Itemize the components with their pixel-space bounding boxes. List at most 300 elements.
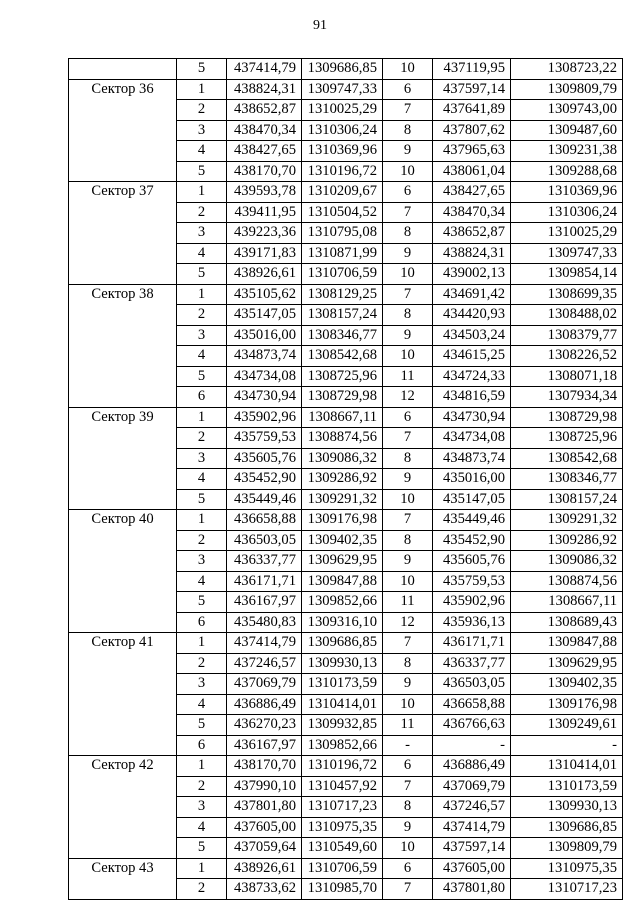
x-coordinate: 435759,53 [227, 428, 302, 449]
sector-cell [69, 797, 177, 818]
point-number: 7 [383, 284, 433, 305]
point-number: 5 [177, 715, 227, 736]
x-coordinate: 434730,94 [433, 407, 511, 428]
y-coordinate: 1310706,59 [302, 264, 383, 285]
sector-cell [69, 879, 177, 900]
y-coordinate: 1308346,77 [511, 469, 623, 490]
y-coordinate: 1308725,96 [511, 428, 623, 449]
sector-cell [69, 223, 177, 244]
sector-cell [69, 141, 177, 162]
x-coordinate: 437059,64 [227, 838, 302, 859]
point-number: 4 [177, 571, 227, 592]
sector-cell [69, 264, 177, 285]
table-row [69, 571, 623, 592]
y-coordinate: 1310706,59 [302, 858, 383, 879]
x-coordinate: 438733,62 [227, 879, 302, 900]
sector-cell [69, 305, 177, 326]
coordinates-table-body [69, 59, 623, 900]
y-coordinate: 1310717,23 [511, 879, 623, 900]
y-coordinate: 1309402,35 [302, 530, 383, 551]
x-coordinate: 434724,33 [433, 366, 511, 387]
table-row [69, 366, 623, 387]
sector-cell [69, 161, 177, 182]
x-coordinate: 436503,05 [227, 530, 302, 551]
point-number: 6 [177, 735, 227, 756]
table-row [69, 387, 623, 408]
table-row [69, 858, 623, 879]
table-row [69, 510, 623, 531]
y-coordinate: 1309686,85 [302, 59, 383, 80]
y-coordinate: 1309176,98 [511, 694, 623, 715]
coordinates-table [68, 58, 623, 900]
point-number: 2 [177, 202, 227, 223]
x-coordinate: 439593,78 [227, 182, 302, 203]
y-coordinate: 1309286,92 [511, 530, 623, 551]
table-row [69, 694, 623, 715]
point-number: 10 [383, 264, 433, 285]
sector-cell: Сектор 39 [69, 407, 177, 428]
table-row [69, 59, 623, 80]
sector-cell [69, 448, 177, 469]
point-number: 2 [177, 305, 227, 326]
sector-cell [69, 551, 177, 572]
table-row [69, 346, 623, 367]
y-coordinate: 1309852,66 [302, 735, 383, 756]
sector-cell [69, 346, 177, 367]
y-coordinate: 1309487,60 [511, 120, 623, 141]
point-number: 7 [383, 510, 433, 531]
point-number: 7 [383, 633, 433, 654]
table-row [69, 161, 623, 182]
point-number: 8 [383, 653, 433, 674]
x-coordinate: 435147,05 [227, 305, 302, 326]
table-row [69, 735, 623, 756]
x-coordinate: 438061,04 [433, 161, 511, 182]
point-number: 11 [383, 715, 433, 736]
x-coordinate: 437807,62 [433, 120, 511, 141]
table-row [69, 100, 623, 121]
point-number: 9 [383, 469, 433, 490]
point-number: 1 [177, 79, 227, 100]
point-number: 5 [177, 592, 227, 613]
y-coordinate: 1309930,13 [302, 653, 383, 674]
point-number: 10 [383, 161, 433, 182]
sector-cell [69, 817, 177, 838]
table-row [69, 448, 623, 469]
y-coordinate: 1309249,61 [511, 715, 623, 736]
x-coordinate: 434420,93 [433, 305, 511, 326]
sector-cell [69, 243, 177, 264]
x-coordinate: 435016,00 [227, 325, 302, 346]
x-coordinate: 436886,49 [227, 694, 302, 715]
sector-cell [69, 59, 177, 80]
point-number: 3 [177, 551, 227, 572]
point-number: 1 [177, 756, 227, 777]
y-coordinate: 1309932,85 [302, 715, 383, 736]
y-coordinate: 1308157,24 [511, 489, 623, 510]
y-coordinate: 1309286,92 [302, 469, 383, 490]
sector-cell [69, 838, 177, 859]
y-coordinate: 1310173,59 [511, 776, 623, 797]
sector-cell [69, 202, 177, 223]
sector-cell [69, 469, 177, 490]
x-coordinate: 436658,88 [227, 510, 302, 531]
x-coordinate: 437965,63 [433, 141, 511, 162]
y-coordinate: 1310975,35 [511, 858, 623, 879]
point-number: 12 [383, 612, 433, 633]
point-number: 5 [177, 489, 227, 510]
table-row [69, 756, 623, 777]
table-row [69, 325, 623, 346]
y-coordinate: 1310795,08 [302, 223, 383, 244]
table-row [69, 879, 623, 900]
point-number: 7 [383, 879, 433, 900]
x-coordinate: 438170,70 [227, 756, 302, 777]
sector-cell [69, 653, 177, 674]
y-coordinate: 1308689,43 [511, 612, 623, 633]
x-coordinate: 436658,88 [433, 694, 511, 715]
x-coordinate: 434691,42 [433, 284, 511, 305]
table-row [69, 797, 623, 818]
point-number: 9 [383, 243, 433, 264]
y-coordinate: 1310173,59 [302, 674, 383, 695]
x-coordinate: 434873,74 [227, 346, 302, 367]
table-row [69, 653, 623, 674]
table-row [69, 776, 623, 797]
sector-cell [69, 735, 177, 756]
x-coordinate: 438170,70 [227, 161, 302, 182]
y-coordinate: 1308729,98 [302, 387, 383, 408]
point-number: 1 [177, 284, 227, 305]
point-number: 6 [383, 756, 433, 777]
table-row [69, 551, 623, 572]
x-coordinate: 436171,71 [227, 571, 302, 592]
x-coordinate: 437414,79 [227, 633, 302, 654]
point-number: 2 [177, 653, 227, 674]
x-coordinate: 438470,34 [227, 120, 302, 141]
y-coordinate: 1310457,92 [302, 776, 383, 797]
y-coordinate: 1309847,88 [511, 633, 623, 654]
x-coordinate: 434503,24 [433, 325, 511, 346]
point-number: 5 [177, 264, 227, 285]
y-coordinate: 1310209,67 [302, 182, 383, 203]
y-coordinate: 1309231,38 [511, 141, 623, 162]
x-coordinate: 435452,90 [227, 469, 302, 490]
y-coordinate: 1310414,01 [302, 694, 383, 715]
table-row [69, 530, 623, 551]
point-number: 4 [177, 817, 227, 838]
point-number: 7 [383, 202, 433, 223]
y-coordinate: 1309629,95 [511, 653, 623, 674]
x-coordinate: - [433, 735, 511, 756]
y-coordinate: 1310985,70 [302, 879, 383, 900]
y-coordinate: 1309086,32 [511, 551, 623, 572]
y-coordinate: 1310975,35 [302, 817, 383, 838]
y-coordinate: 1309686,85 [511, 817, 623, 838]
point-number: 5 [177, 366, 227, 387]
point-number: 8 [383, 223, 433, 244]
x-coordinate: 438427,65 [433, 182, 511, 203]
y-coordinate: 1310369,96 [511, 182, 623, 203]
point-number: 8 [383, 530, 433, 551]
y-coordinate: 1310717,23 [302, 797, 383, 818]
x-coordinate: 436167,97 [227, 592, 302, 613]
sector-cell: Сектор 42 [69, 756, 177, 777]
y-coordinate: 1309086,32 [302, 448, 383, 469]
point-number: 5 [177, 838, 227, 859]
x-coordinate: 435449,46 [433, 510, 511, 531]
point-number: 2 [177, 428, 227, 449]
table-row [69, 715, 623, 736]
x-coordinate: 435936,13 [433, 612, 511, 633]
point-number: 1 [177, 858, 227, 879]
point-number: 9 [383, 817, 433, 838]
point-number: 4 [177, 243, 227, 264]
x-coordinate: 439223,36 [227, 223, 302, 244]
point-number: 8 [383, 120, 433, 141]
y-coordinate: 1310504,52 [302, 202, 383, 223]
y-coordinate: 1308874,56 [511, 571, 623, 592]
point-number: 3 [177, 448, 227, 469]
x-coordinate: 437069,79 [433, 776, 511, 797]
point-number: 10 [383, 694, 433, 715]
x-coordinate: 437801,80 [433, 879, 511, 900]
y-coordinate: 1308488,02 [511, 305, 623, 326]
y-coordinate: 1309743,00 [511, 100, 623, 121]
x-coordinate: 439002,13 [433, 264, 511, 285]
point-number: 6 [383, 182, 433, 203]
x-coordinate: 438824,31 [433, 243, 511, 264]
x-coordinate: 435449,46 [227, 489, 302, 510]
x-coordinate: 438652,87 [433, 223, 511, 244]
point-number: 6 [177, 387, 227, 408]
point-number: 7 [383, 776, 433, 797]
y-coordinate: 1308667,11 [511, 592, 623, 613]
x-coordinate: 437414,79 [433, 817, 511, 838]
table-row [69, 223, 623, 244]
point-number: 9 [383, 674, 433, 695]
x-coordinate: 435902,96 [227, 407, 302, 428]
table-row [69, 633, 623, 654]
y-coordinate: 1310414,01 [511, 756, 623, 777]
point-number: 4 [177, 346, 227, 367]
y-coordinate: 1308725,96 [302, 366, 383, 387]
sector-cell [69, 612, 177, 633]
x-coordinate: 434873,74 [433, 448, 511, 469]
y-coordinate: 1309809,79 [511, 79, 623, 100]
sector-cell [69, 100, 177, 121]
table-row [69, 817, 623, 838]
point-number: 3 [177, 120, 227, 141]
table-row [69, 79, 623, 100]
table-row [69, 305, 623, 326]
x-coordinate: 434730,94 [227, 387, 302, 408]
x-coordinate: 435605,76 [227, 448, 302, 469]
point-number: 7 [383, 428, 433, 449]
table-row [69, 407, 623, 428]
x-coordinate: 438926,61 [227, 858, 302, 879]
x-coordinate: 437246,57 [433, 797, 511, 818]
y-coordinate: 1308157,24 [302, 305, 383, 326]
y-coordinate: 1310196,72 [302, 161, 383, 182]
point-number: 5 [177, 59, 227, 80]
y-coordinate: 1310549,60 [302, 838, 383, 859]
table-row [69, 838, 623, 859]
y-coordinate: 1309291,32 [511, 510, 623, 531]
point-number: 11 [383, 592, 433, 613]
point-number: 6 [383, 79, 433, 100]
x-coordinate: 436270,23 [227, 715, 302, 736]
x-coordinate: 435452,90 [433, 530, 511, 551]
point-number: 4 [177, 694, 227, 715]
x-coordinate: 439171,83 [227, 243, 302, 264]
point-number: 9 [383, 141, 433, 162]
sector-cell [69, 428, 177, 449]
y-coordinate: 1309176,98 [302, 510, 383, 531]
point-number: - [383, 735, 433, 756]
y-coordinate: 1310369,96 [302, 141, 383, 162]
sector-cell [69, 715, 177, 736]
y-coordinate: 1309852,66 [302, 592, 383, 613]
point-number: 8 [383, 797, 433, 818]
y-coordinate: 1310306,24 [302, 120, 383, 141]
x-coordinate: 437597,14 [433, 838, 511, 859]
y-coordinate: 1307934,34 [511, 387, 623, 408]
x-coordinate: 438427,65 [227, 141, 302, 162]
table-row [69, 202, 623, 223]
sector-cell: Сектор 41 [69, 633, 177, 654]
x-coordinate: 438470,34 [433, 202, 511, 223]
y-coordinate: 1309288,68 [511, 161, 623, 182]
y-coordinate: 1308542,68 [302, 346, 383, 367]
sector-cell [69, 776, 177, 797]
x-coordinate: 436337,77 [433, 653, 511, 674]
point-number: 6 [383, 407, 433, 428]
x-coordinate: 437069,79 [227, 674, 302, 695]
x-coordinate: 434734,08 [227, 366, 302, 387]
x-coordinate: 434615,25 [433, 346, 511, 367]
table-row [69, 284, 623, 305]
x-coordinate: 437414,79 [227, 59, 302, 80]
point-number: 7 [383, 100, 433, 121]
point-number: 10 [383, 838, 433, 859]
point-number: 1 [177, 510, 227, 531]
x-coordinate: 437641,89 [433, 100, 511, 121]
x-coordinate: 437605,00 [227, 817, 302, 838]
x-coordinate: 435016,00 [433, 469, 511, 490]
sector-cell [69, 530, 177, 551]
x-coordinate: 435105,62 [227, 284, 302, 305]
point-number: 4 [177, 469, 227, 490]
table-row [69, 674, 623, 695]
page-number: 91 [313, 18, 327, 33]
x-coordinate: 437597,14 [433, 79, 511, 100]
point-number: 1 [177, 182, 227, 203]
point-number: 10 [383, 59, 433, 80]
point-number: 9 [383, 551, 433, 572]
y-coordinate: 1309686,85 [302, 633, 383, 654]
table-row [69, 489, 623, 510]
y-coordinate: 1308346,77 [302, 325, 383, 346]
x-coordinate: 435480,83 [227, 612, 302, 633]
table-row [69, 428, 623, 449]
x-coordinate: 438926,61 [227, 264, 302, 285]
y-coordinate: 1310025,29 [511, 223, 623, 244]
sector-cell [69, 694, 177, 715]
point-number: 2 [177, 879, 227, 900]
point-number: 8 [383, 305, 433, 326]
x-coordinate: 436886,49 [433, 756, 511, 777]
sector-cell [69, 325, 177, 346]
table-row [69, 469, 623, 490]
y-coordinate: 1308667,11 [302, 407, 383, 428]
table-row [69, 182, 623, 203]
point-number: 3 [177, 223, 227, 244]
sector-cell: Сектор 38 [69, 284, 177, 305]
point-number: 2 [177, 100, 227, 121]
y-coordinate: 1308226,52 [511, 346, 623, 367]
x-coordinate: 434816,59 [433, 387, 511, 408]
y-coordinate: 1309847,88 [302, 571, 383, 592]
sector-cell: Сектор 40 [69, 510, 177, 531]
x-coordinate: 436171,71 [433, 633, 511, 654]
x-coordinate: 437246,57 [227, 653, 302, 674]
x-coordinate: 439411,95 [227, 202, 302, 223]
x-coordinate: 436167,97 [227, 735, 302, 756]
x-coordinate: 435147,05 [433, 489, 511, 510]
sector-cell [69, 489, 177, 510]
point-number: 3 [177, 674, 227, 695]
table-row [69, 612, 623, 633]
point-number: 1 [177, 407, 227, 428]
table-row [69, 592, 623, 613]
point-number: 8 [383, 448, 433, 469]
x-coordinate: 437801,80 [227, 797, 302, 818]
point-number: 4 [177, 141, 227, 162]
y-coordinate: 1308071,18 [511, 366, 623, 387]
x-coordinate: 437605,00 [433, 858, 511, 879]
sector-cell: Сектор 43 [69, 858, 177, 879]
point-number: 10 [383, 571, 433, 592]
y-coordinate: 1310196,72 [302, 756, 383, 777]
y-coordinate: 1310871,99 [302, 243, 383, 264]
x-coordinate: 436337,77 [227, 551, 302, 572]
y-coordinate: 1309629,95 [302, 551, 383, 572]
point-number: 1 [177, 633, 227, 654]
point-number: 2 [177, 776, 227, 797]
y-coordinate: 1309809,79 [511, 838, 623, 859]
point-number: 12 [383, 387, 433, 408]
x-coordinate: 435902,96 [433, 592, 511, 613]
sector-cell: Сектор 37 [69, 182, 177, 203]
sector-cell [69, 674, 177, 695]
y-coordinate: 1308723,22 [511, 59, 623, 80]
y-coordinate: 1310306,24 [511, 202, 623, 223]
x-coordinate: 437119,95 [433, 59, 511, 80]
point-number: 11 [383, 366, 433, 387]
x-coordinate: 438824,31 [227, 79, 302, 100]
sector-cell [69, 571, 177, 592]
x-coordinate: 435605,76 [433, 551, 511, 572]
sector-cell: Сектор 36 [69, 79, 177, 100]
x-coordinate: 435759,53 [433, 571, 511, 592]
y-coordinate: 1308379,77 [511, 325, 623, 346]
y-coordinate: 1309747,33 [511, 243, 623, 264]
x-coordinate: 434734,08 [433, 428, 511, 449]
y-coordinate: 1310025,29 [302, 100, 383, 121]
point-number: 9 [383, 325, 433, 346]
y-coordinate: 1308729,98 [511, 407, 623, 428]
